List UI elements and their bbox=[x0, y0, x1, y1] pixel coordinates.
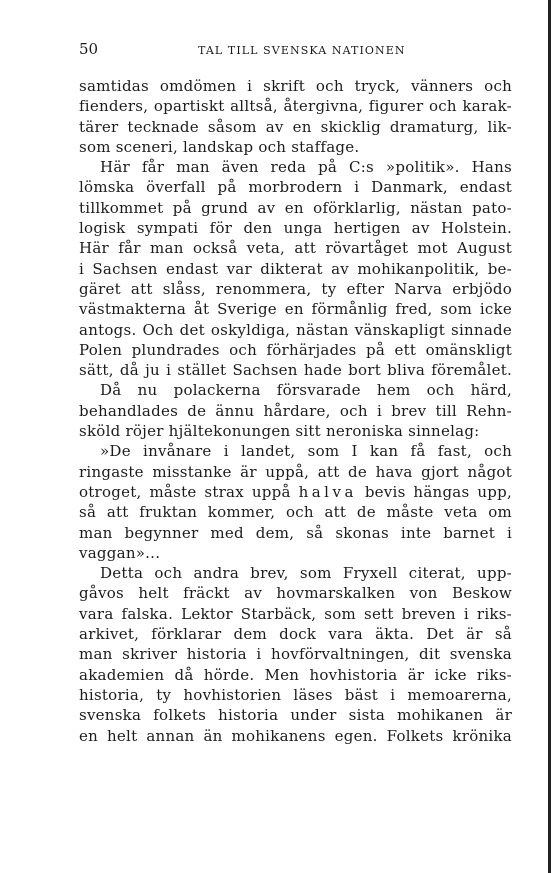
running-title: TAL TILL SVENSKA NATIONEN bbox=[198, 44, 406, 57]
text-line: man skriver historia i hovförvaltningen, dit svenska bbox=[79, 645, 512, 664]
text-segment: bevis hängas upp, bbox=[356, 482, 512, 501]
text-line: Detta och andra brev, som Fryxell citerat, upp- bbox=[100, 564, 512, 583]
text-line: gåvos helt fräckt av hovmarskalken von Beskow bbox=[79, 584, 512, 603]
text-line: man begynner med dem, så skonas inte barnet i bbox=[79, 523, 512, 542]
text-line: samtidas omdömen i skrift och tryck, vänners och bbox=[79, 77, 512, 95]
text-line: tillkommet på grund av en oförklarlig, nästan pato- bbox=[79, 198, 512, 217]
text-line: i Sachsen endast var dikterat av mohikanpolitik, be- bbox=[79, 259, 512, 278]
text-line: som sceneri, landskap och staffage. bbox=[79, 137, 360, 156]
page-number: 50 bbox=[79, 40, 99, 58]
text-line: vaggan»... bbox=[79, 543, 161, 562]
text-line: logisk sympati för den unga hertigen av Holstein. bbox=[79, 219, 512, 238]
body-text bbox=[79, 76, 512, 746]
text-line: gäret att slåss, renommera, ty efter Narva erbjödo bbox=[79, 279, 512, 298]
spaced-emphasis: halva bbox=[298, 482, 357, 501]
text-line: så att fruktan kommer, och att de måste veta om bbox=[79, 503, 512, 522]
text-line: Då nu polackerna försvarade hem och härd, bbox=[100, 381, 512, 400]
text-line: sköld röjer hjältekonungen sitt neroniska sinnelag: bbox=[79, 422, 480, 441]
text-line: västmakterna åt Sverige en förmånlig fred, som icke bbox=[79, 300, 512, 319]
text-line: Här får man också veta, att rövartåget mot August bbox=[79, 239, 512, 258]
text-line: akademien då hörde. Men hovhistoria är icke riks- bbox=[79, 665, 512, 684]
text-line: fienders, opartiskt alltså, återgivna, figurer och karak- bbox=[79, 97, 512, 116]
text-line: sätt, då ju i stället Sachsen hade bort bliva föremålet. bbox=[79, 361, 512, 380]
text-line: Här får man även reda på C:s »politik». Hans bbox=[100, 158, 512, 177]
text-segment: otroget, måste strax uppå bbox=[79, 482, 299, 501]
page-header bbox=[79, 40, 512, 62]
text-line: lömska överfall på morbrodern i Danmark, endast bbox=[79, 178, 512, 197]
text-line: tärer tecknade såsom av en skicklig dramaturg, lik- bbox=[79, 117, 512, 136]
text-line: arkivet, förklarar dem dock vara äkta. Det är så bbox=[79, 625, 512, 644]
page-edge-line bbox=[548, 0, 551, 873]
text-line: vara falska. Lektor Starbäck, som sett breven i riks- bbox=[79, 604, 512, 623]
text-line: behandlades de ännu hårdare, och i brev till Rehn- bbox=[79, 401, 512, 420]
text-line: Polen plundrades och förhärjades på ett omänskligt bbox=[79, 340, 512, 359]
text-line: »De invånare i landet, som I kan få fast, och bbox=[100, 442, 512, 461]
text-line: antogs. Och det oskyldiga, nästan vänskapligt sinnade bbox=[79, 320, 512, 339]
text-line: svenska folkets historia under sista mohikanen är bbox=[79, 706, 512, 725]
text-line bbox=[79, 482, 512, 502]
text-line: ringaste misstanke är uppå, att de hava gjort något bbox=[79, 462, 512, 481]
text-line: en helt annan än mohikanens egen. Folkets krönika bbox=[79, 726, 512, 745]
text-line: historia, ty hovhistorien läses bäst i memoarerna, bbox=[79, 685, 512, 704]
